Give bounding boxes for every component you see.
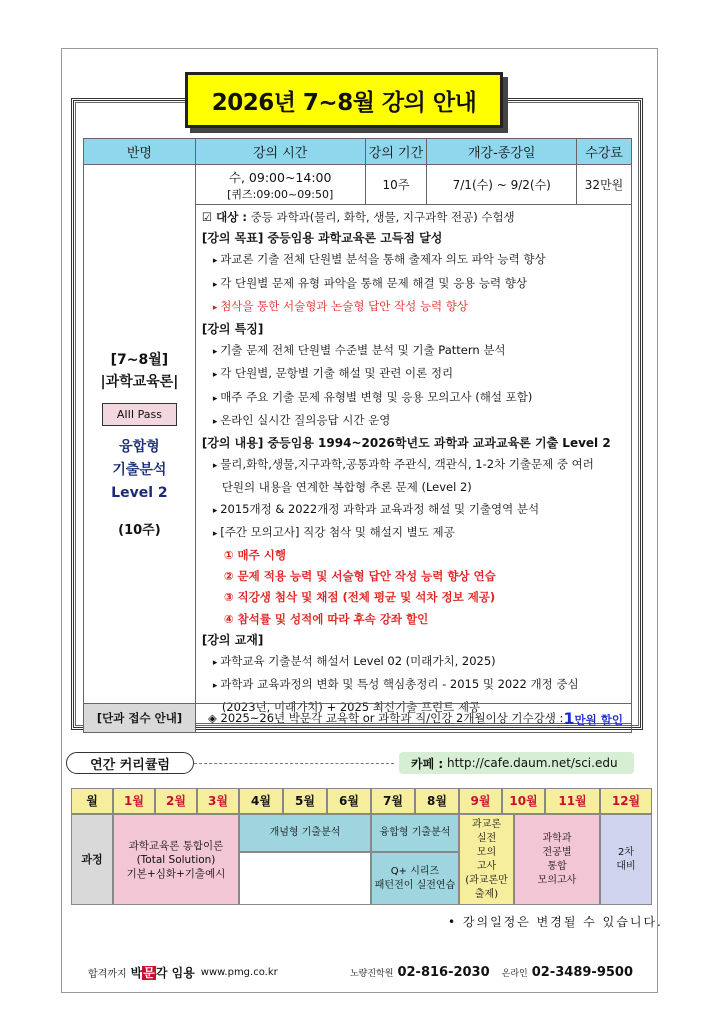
month-label: 월 [71,788,113,814]
online-phone: 02-3489-9500 [531,964,633,980]
goal-heading: [강의 목표] 중등임용 과학교육론 고득점 달성 [201,231,443,246]
empty-cell [239,852,371,905]
integrated-course: 과학교육론 통합이론 (Total Solution) 기본+심화+기출예시 [113,814,239,905]
numbered-item: ① 매주 시행 [223,548,286,563]
list-item: ▸ 물리,화학,생물,지구과학,공통과학 주관식, 객관식, 1-2차 기출문제 중 여러 [210,454,625,477]
footer [88,962,633,982]
list-item: ▸ 2015개정 & 2022개정 과학과 교육과정 해설 및 기출영역 분석 [210,499,625,522]
fee-cell: 32만원 [577,165,632,205]
header-fee: 수강료 [577,139,632,165]
numbered-item: ③ 직강생 첨삭 및 채점 (전체 평균 및 석차 정보 제공) [223,590,496,605]
target-line: ☑ 대상 : 중등 과학과(물리, 화학, 생물, 지구과학 전공) 수험생 [201,210,515,224]
curriculum-title: 연간 커리큘럼 [66,752,194,774]
month-8: 8월 [415,788,459,814]
weeks-count: (10주) [118,523,161,539]
online-label: 온라인 [501,968,528,979]
month-7: 7월 [371,788,415,814]
major-mock-course: 과학과 전공별 통합 모의고사 [514,814,600,905]
month-11: 11월 [545,788,600,814]
class-name: |과학교육론| [100,374,179,391]
list-item: ▸ 기출 문제 전체 단원별 수준별 분석 및 기출 Pattern 분석 [210,340,625,363]
month-2: 2월 [155,788,197,814]
month-3: 3월 [197,788,239,814]
site-link[interactable]: www.pmg.co.kr [200,966,278,978]
book-heading: [강의 교재] [201,632,264,647]
month-5: 5월 [283,788,327,814]
offline-label: 노량진학원 [349,968,394,979]
level-line-2: 기출분석 [112,462,167,479]
slogan: 합격까지 [88,968,127,980]
period-cell: 10주 [365,165,427,205]
qplus-course: Q+ 시리즈 패턴전이 실전연습 [371,852,459,905]
list-item-cont: (2023년, 미래가치) + 2025 최신기출 프린트 제공 [221,700,481,715]
time-cell [195,165,365,205]
time-quiz: [퀴즈:09:00~09:50] [227,187,334,201]
level-line-3: Level 2 [111,485,168,502]
list-item: ▸ 과학교육 기출분석 해설서 Level 02 (미래가치, 2025) [210,651,625,674]
row-label: 과정 [71,814,113,905]
month-6: 6월 [327,788,371,814]
month-1: 1월 [113,788,155,814]
lecture-table [83,138,632,724]
numbered-item: ② 문제 적용 능력 및 서술형 답안 작성 능력 향상 연습 [223,569,496,584]
month-10: 10월 [502,788,545,814]
registration-note [83,703,632,733]
level-line-1: 융합형 [119,439,160,456]
list-item: ▸ 첨삭을 통한 서술형과 논술형 답안 작성 능력 향상 [210,296,625,319]
list-item: ▸ 과교론 기출 전체 단원별 분석을 통해 출제자 의도 파악 능력 향상 [210,249,625,272]
concept-course: 개념형 기출분석 [239,814,371,852]
list-item: ▸ 각 단원별, 문항별 기출 해설 및 관련 이론 정리 [210,363,625,386]
list-item: ▸ 각 단원별 문제 유형 파악을 통해 문제 해결 및 응용 능력 향상 [210,273,625,296]
feature-heading: [강의 특징] [201,322,264,337]
header-class: 반명 [84,139,196,165]
header-period: 강의 기간 [365,139,427,165]
schedule-note: • 강의일정은 변경될 수 있습니다. [448,915,663,929]
fusion-course: 융합형 기출분석 [371,814,459,852]
brand-logo: 박문각 임용 [130,965,195,980]
time-main: 수, 09:00~14:00 [228,169,332,185]
discount-amount: 1만원 할인 [563,708,623,728]
content-heading: [강의 내용] 중등임용 1994~2026학년도 과학과 교과교육론 기출 Level 2 [201,436,611,451]
cafe-link[interactable]: 카페 : http://cafe.daum.net/sci.edu [399,752,634,774]
list-item: ▸ 과학과 교육과정의 변화 및 특성 핵심총정리 - 2015 및 2022 개정 중심 [210,674,625,697]
class-cell [84,165,196,724]
page-title: 2026년 7~8월 강의 안내 [185,72,503,128]
offline-phone: 02-816-2030 [397,964,490,980]
class-title: [7~8월] [110,352,169,369]
course-details [195,205,631,724]
note-label: [단과 접수 안내] [84,704,196,732]
month-4: 4월 [239,788,283,814]
list-item: ▸ 매주 주요 기출 문제 유형별 변형 및 응용 모의고사 (해설 포함) [210,387,625,410]
month-12: 12월 [600,788,652,814]
curriculum-grid [71,788,652,905]
list-item: ▸ [주간 모의고사] 직강 첨삭 및 해설지 별도 제공 [210,522,625,545]
note-text: ◈ 2025~26년 박문각 교육학 or 과학과 직/인강 2개월이상 기수강생 : 1만원 할인 [208,708,623,728]
mock-exam-course: 과교론 실전 모의 고사 (과교론만 출제) [459,814,514,905]
list-item-cont: 단원의 내용을 연계한 복합형 추론 문제 (Level 2) [221,480,472,495]
list-item: ▸ 온라인 실시간 질의응답 시간 운영 [210,410,625,433]
month-9: 9월 [459,788,502,814]
header-time: 강의 시간 [195,139,365,165]
divider [194,763,394,764]
dates-cell: 7/1(수) ~ 9/2(수) [427,165,577,205]
numbered-item: ④ 참석률 및 성적에 따라 후속 강좌 할인 [223,611,429,626]
pass-badge: AIII Pass [102,403,177,426]
header-dates: 개강-종강일 [427,139,577,165]
second-round-course: 2차 대비 [600,814,652,905]
